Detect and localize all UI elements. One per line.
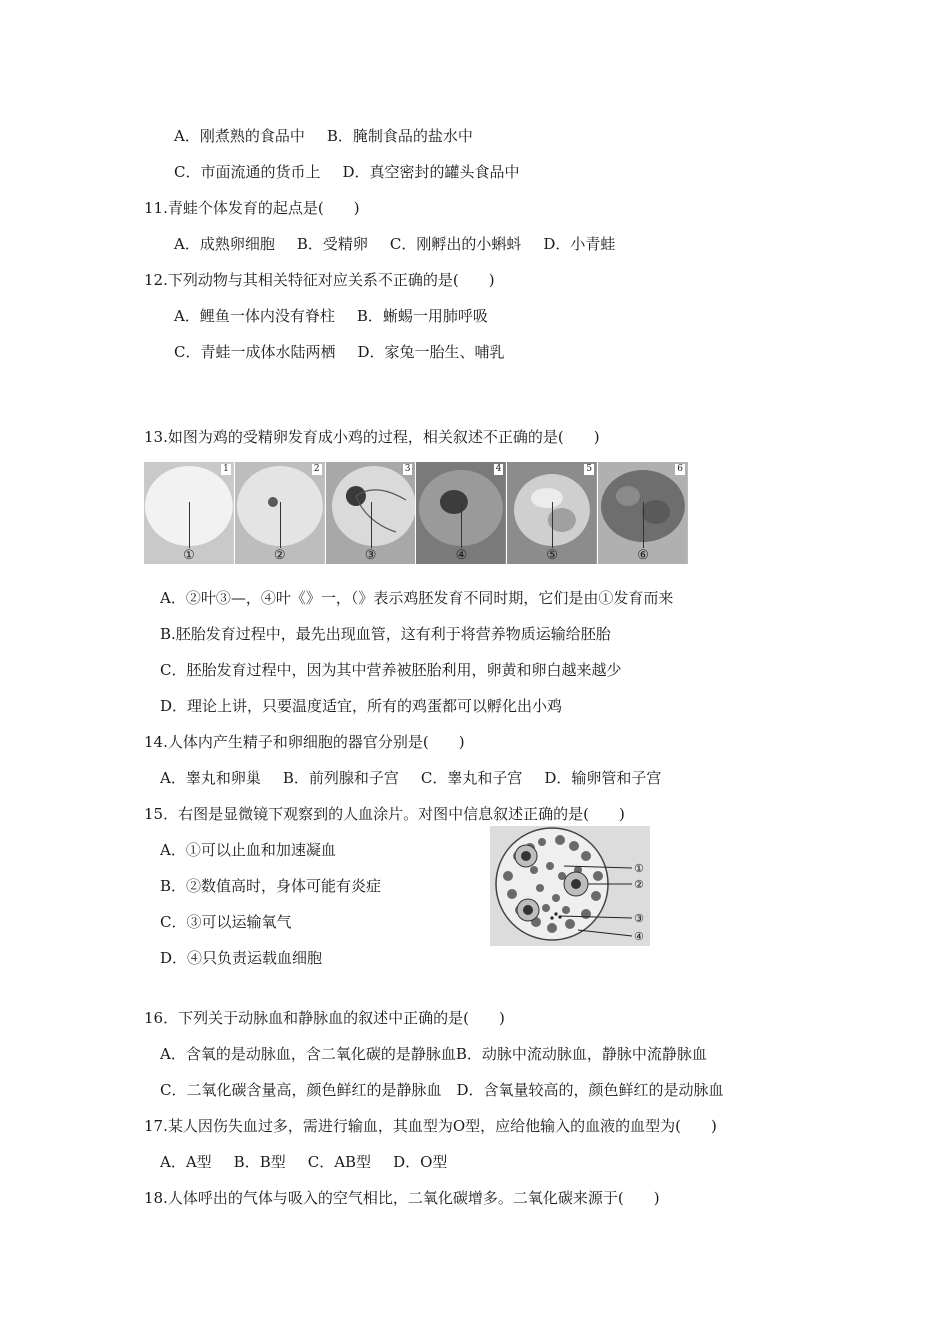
q17-stem: 17.某人因伤失血过多，需进行输血，其血型为O型，应给他输入的血液的血型为( ) — [144, 1117, 717, 1135]
q14-option-c: C．睾丸和子宫 — [420, 769, 523, 787]
egg-panel-2 — [235, 462, 326, 564]
figure-label-3: ③ — [634, 912, 644, 925]
q15-stem: 15．右图是显微镜下观察到的人血涂片。对图中信息叙述正确的是( ) — [144, 805, 625, 823]
egg-panel-4 — [416, 462, 507, 564]
q16-options-row2: C．二氧化碳含量高，颜色鲜红的是静脉血 D．含氧量较高的，颜色鲜红的是动脉血 — [160, 1081, 724, 1099]
figure-label-1: ① — [634, 862, 644, 875]
q10-options-row2 — [174, 162, 520, 182]
panel-label: ⑤ — [546, 548, 559, 563]
q15-option-d: D．④只负责运载血细胞 — [160, 949, 323, 967]
egg-panel-3 — [326, 462, 417, 564]
egg-panel-1 — [144, 462, 235, 564]
blood-smear-figure — [490, 826, 650, 946]
panel-number: 3 — [404, 464, 411, 474]
q10-options-row1 — [174, 126, 473, 146]
q10-option-a: A．刚煮熟的食品中 — [174, 127, 305, 145]
panel-label: ③ — [364, 548, 377, 563]
q17-option-c: C．AB型 — [307, 1153, 372, 1171]
q12-option-b: B．蜥蜴一用肺呼吸 — [356, 307, 488, 325]
q14-option-d: D．输卵管和子宫 — [544, 769, 662, 787]
q11-option-b: B．受精卵 — [296, 235, 368, 253]
panel-number: 4 — [495, 464, 502, 474]
panel-label: ② — [273, 548, 286, 563]
figure-label-2: ② — [634, 878, 644, 891]
egg-development-figure — [144, 462, 688, 564]
q14-options — [160, 768, 661, 788]
panel-label: ① — [183, 548, 195, 563]
q16-stem: 16．下列关于动脉血和静脉血的叙述中正确的是( ) — [144, 1009, 505, 1027]
q12-options-row1 — [174, 306, 488, 326]
q11-option-c: C．刚孵出的小蝌蚪 — [389, 235, 522, 253]
q12-option-c: C．青蛙一成体水陆两栖 — [174, 343, 336, 361]
figure-label-4: ④ — [634, 930, 644, 943]
panel-label: ⑥ — [637, 548, 649, 563]
q13-stem: 13.如图为鸡的受精卵发育成小鸡的过程，相关叙述不正确的是( ) — [144, 428, 600, 446]
panel-number: 5 — [586, 464, 593, 474]
q13-option-b: B.胚胎发育过程中，最先出现血管，这有利于将营养物质运输给胚胎 — [160, 625, 611, 643]
q12-stem: 12.下列动物与其相关特征对应关系不正确的是( ) — [144, 271, 495, 289]
panel-number: 6 — [677, 464, 683, 474]
q17-option-b: B．B型 — [233, 1153, 286, 1171]
q10-option-c: C．市面流通的货币上 — [174, 163, 321, 181]
q14-option-b: B．前列腺和子宫 — [282, 769, 399, 787]
panel-number: 1 — [223, 464, 229, 474]
q17-option-a: A．A型 — [160, 1153, 212, 1171]
q17-options — [160, 1152, 447, 1172]
q15-option-a: A．①可以止血和加速凝血 — [160, 841, 336, 859]
egg-panel-6 — [598, 462, 688, 564]
panel-label: ④ — [455, 548, 468, 563]
panel-number: 2 — [313, 464, 320, 474]
q14-option-a: A．睾丸和卵巢 — [160, 769, 261, 787]
q13-option-a: A．②叶③—，④叶《》一，（》表示鸡胚发育不同时期，它们是由①发育而来 — [160, 589, 674, 607]
q11-options — [174, 234, 615, 254]
q12-options-row2 — [174, 342, 505, 362]
q11-option-d: D．小青蛙 — [543, 235, 616, 253]
egg-panel-5 — [507, 462, 598, 564]
q15-option-b: B．②数值高时，身体可能有炎症 — [160, 877, 382, 895]
q14-stem: 14.人体内产生精子和卵细胞的器官分别是( ) — [144, 733, 465, 751]
q13-option-c: C．胚胎发育过程中，因为其中营养被胚胎利用，卵黄和卵白越来越少 — [160, 661, 622, 679]
q17-option-d: D．O型 — [393, 1153, 448, 1171]
q18-stem: 18.人体呼出的气体与吸入的空气相比，二氧化碳增多。二氧化碳来源于( ) — [144, 1189, 660, 1207]
q11-option-a: A．成熟卵细胞 — [174, 235, 275, 253]
q10-option-b: B．腌制食品的盐水中 — [326, 127, 473, 145]
q15-option-c: C．③可以运输氧气 — [160, 913, 292, 931]
q13-option-d: D．理论上讲，只要温度适宜，所有的鸡蛋都可以孵化出小鸡 — [160, 697, 563, 715]
q10-option-d: D．真空密封的罐头食品中 — [342, 163, 520, 181]
q12-option-a: A．鲤鱼一体内没有脊柱 — [174, 307, 335, 325]
q11-stem: 11.青蛙个体发育的起点是( ) — [144, 199, 360, 217]
q12-option-d: D．家兔一胎生、哺乳 — [357, 343, 505, 361]
q16-options-row1: A．含氧的是动脉血，含二氧化碳的是静脉血B．动脉中流动脉血，静脉中流静脉血 — [160, 1045, 707, 1063]
